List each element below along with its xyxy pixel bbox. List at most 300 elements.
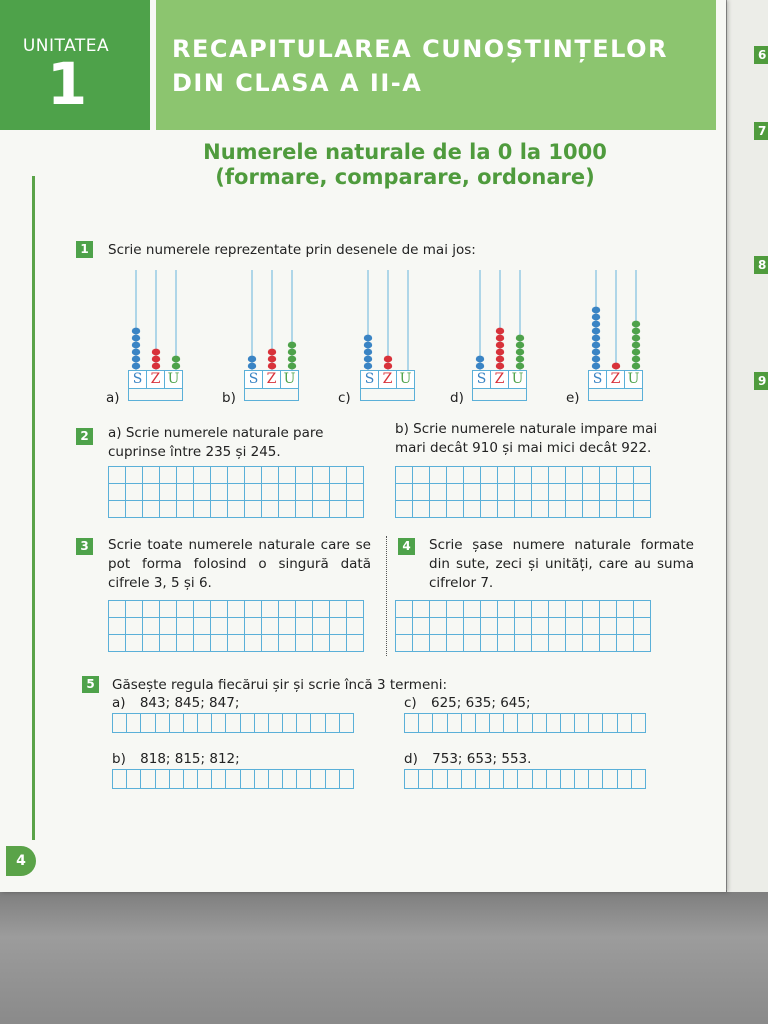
sequence-answer-strip[interactable] (404, 769, 646, 789)
grid-cell[interactable] (109, 635, 126, 652)
grid-cell[interactable] (413, 601, 430, 618)
grid-cell[interactable] (583, 618, 600, 635)
abacus-bead (496, 328, 504, 335)
grid-cell[interactable] (347, 635, 364, 652)
strip-cell[interactable] (575, 714, 589, 732)
grid-cell[interactable] (413, 467, 430, 484)
grid-cell[interactable] (262, 467, 279, 484)
abacus-answer-box[interactable] (360, 389, 415, 401)
grid-cell[interactable] (600, 601, 617, 618)
strip-cell[interactable] (533, 770, 547, 788)
grid-cell[interactable] (447, 635, 464, 652)
grid-cell[interactable] (583, 635, 600, 652)
strip-cell[interactable] (462, 770, 476, 788)
grid-cell[interactable] (600, 467, 617, 484)
strip-cell[interactable] (518, 714, 532, 732)
strip-cell[interactable] (212, 714, 226, 732)
grid-cell[interactable] (430, 601, 447, 618)
strip-cell[interactable] (490, 714, 504, 732)
abacus-answer-box[interactable] (472, 389, 527, 401)
strip-cell[interactable] (504, 770, 518, 788)
grid-cell[interactable] (566, 618, 583, 635)
strip-cell[interactable] (547, 714, 561, 732)
exercise-number-badge: 5 (82, 676, 99, 693)
grid-cell[interactable] (583, 601, 600, 618)
grid-cell[interactable] (211, 467, 228, 484)
grid-cell[interactable] (549, 484, 566, 501)
grid-cell[interactable] (430, 501, 447, 518)
grid-cell[interactable] (549, 501, 566, 518)
grid-cell[interactable] (262, 501, 279, 518)
grid-cell[interactable] (532, 467, 549, 484)
grid-cell[interactable] (126, 601, 143, 618)
grid-cell[interactable] (481, 484, 498, 501)
abacus-bead (632, 328, 640, 335)
grid-cell[interactable] (177, 467, 194, 484)
grid-cell[interactable] (396, 618, 413, 635)
strip-cell[interactable] (448, 714, 462, 732)
strip-cell[interactable] (419, 770, 433, 788)
abacus-bead (592, 328, 600, 335)
strip-cell[interactable] (518, 770, 532, 788)
grid-cell[interactable] (109, 467, 126, 484)
grid-cell[interactable] (464, 501, 481, 518)
grid-cell[interactable] (313, 501, 330, 518)
strip-cell[interactable] (226, 770, 240, 788)
grid-cell[interactable] (160, 601, 177, 618)
grid-cell[interactable] (532, 635, 549, 652)
strip-cell[interactable] (632, 714, 645, 732)
grid-cell[interactable] (245, 601, 262, 618)
abacus-bead (268, 356, 276, 363)
strip-cell[interactable] (226, 714, 240, 732)
grid-cell[interactable] (245, 618, 262, 635)
grid-cell[interactable] (194, 601, 211, 618)
strip-cell[interactable] (184, 770, 198, 788)
grid-cell[interactable] (515, 618, 532, 635)
strip-cell[interactable] (575, 770, 589, 788)
grid-cell[interactable] (126, 467, 143, 484)
grid-cell[interactable] (617, 618, 634, 635)
strip-cell[interactable] (184, 714, 198, 732)
exercise-number-badge: 1 (76, 241, 93, 258)
strip-cell[interactable] (476, 770, 490, 788)
grid-cell[interactable] (211, 484, 228, 501)
grid-cell[interactable] (549, 601, 566, 618)
grid-cell[interactable] (447, 467, 464, 484)
grid-cell[interactable] (430, 635, 447, 652)
strip-cell[interactable] (241, 770, 255, 788)
strip-cell[interactable] (297, 770, 311, 788)
grid-cell[interactable] (396, 635, 413, 652)
grid-cell[interactable] (634, 484, 651, 501)
grid-cell[interactable] (313, 601, 330, 618)
strip-cell[interactable] (448, 770, 462, 788)
grid-cell[interactable] (515, 467, 532, 484)
grid-cell[interactable] (330, 467, 347, 484)
grid-cell[interactable] (532, 618, 549, 635)
grid-cell[interactable] (177, 618, 194, 635)
grid-cell[interactable] (279, 635, 296, 652)
grid-cell[interactable] (177, 501, 194, 518)
strip-cell[interactable] (127, 770, 141, 788)
strip-cell[interactable] (433, 770, 447, 788)
strip-cell[interactable] (141, 714, 155, 732)
grid-cell[interactable] (228, 484, 245, 501)
strip-cell[interactable] (297, 714, 311, 732)
grid-cell[interactable] (617, 484, 634, 501)
grid-cell[interactable] (464, 601, 481, 618)
grid-cell[interactable] (330, 635, 347, 652)
strip-cell[interactable] (326, 714, 340, 732)
abacus-bead (496, 335, 504, 342)
strip-cell[interactable] (547, 770, 561, 788)
grid-cell[interactable] (194, 501, 211, 518)
strip-cell[interactable] (419, 714, 433, 732)
grid-cell[interactable] (228, 635, 245, 652)
strip-cell[interactable] (476, 714, 490, 732)
grid-cell[interactable] (160, 484, 177, 501)
strip-cell[interactable] (113, 770, 127, 788)
strip-cell[interactable] (326, 770, 340, 788)
grid-cell[interactable] (634, 618, 651, 635)
strip-cell[interactable] (156, 714, 170, 732)
sequence-answer-strip[interactable] (112, 769, 354, 789)
grid-cell[interactable] (160, 618, 177, 635)
grid-cell[interactable] (262, 484, 279, 501)
grid-cell[interactable] (330, 501, 347, 518)
sequence-answer-strip[interactable] (112, 713, 354, 733)
abacus-bead (632, 356, 640, 363)
strip-cell[interactable] (113, 714, 127, 732)
grid-cell[interactable] (109, 501, 126, 518)
abacus-bead (364, 342, 372, 349)
grid-cell[interactable] (413, 635, 430, 652)
abacus-answer-box[interactable] (128, 389, 183, 401)
scan-background (0, 890, 768, 1024)
grid-cell[interactable] (498, 484, 515, 501)
grid-cell[interactable] (194, 467, 211, 484)
grid-cell[interactable] (262, 601, 279, 618)
strip-cell[interactable] (618, 714, 632, 732)
grid-cell[interactable] (160, 501, 177, 518)
grid-cell[interactable] (330, 484, 347, 501)
grid-cell[interactable] (347, 467, 364, 484)
grid-cell[interactable] (464, 467, 481, 484)
grid-cell[interactable] (143, 618, 160, 635)
abacus-bead (288, 349, 296, 356)
strip-cell[interactable] (589, 714, 603, 732)
grid-cell[interactable] (447, 601, 464, 618)
grid-cell[interactable] (413, 618, 430, 635)
chapter-title-line2: DIN CLASA A II-A (172, 69, 423, 97)
grid-cell[interactable] (634, 467, 651, 484)
grid-cell[interactable] (600, 618, 617, 635)
grid-cell[interactable] (296, 501, 313, 518)
strip-cell[interactable] (311, 770, 325, 788)
grid-cell[interactable] (211, 501, 228, 518)
grid-cell[interactable] (143, 501, 160, 518)
grid-cell[interactable] (515, 635, 532, 652)
strip-cell[interactable] (490, 770, 504, 788)
grid-cell[interactable] (600, 635, 617, 652)
strip-cell[interactable] (603, 770, 617, 788)
grid-cell[interactable] (313, 618, 330, 635)
answer-grid-3[interactable] (108, 600, 364, 652)
grid-cell[interactable] (481, 501, 498, 518)
grid-cell[interactable] (481, 618, 498, 635)
grid-cell[interactable] (498, 501, 515, 518)
grid-cell[interactable] (617, 467, 634, 484)
grid-cell[interactable] (177, 484, 194, 501)
abacus-bead (516, 342, 524, 349)
abacus-bead (152, 349, 160, 356)
answer-grid-4[interactable] (395, 600, 651, 652)
grid-cell[interactable] (447, 618, 464, 635)
grid-cell[interactable] (347, 618, 364, 635)
strip-cell[interactable] (533, 714, 547, 732)
strip-cell[interactable] (283, 714, 297, 732)
page-number: 4 (6, 846, 36, 876)
grid-cell[interactable] (228, 467, 245, 484)
abacus-label: a) (106, 390, 120, 406)
strip-cell[interactable] (198, 770, 212, 788)
grid-cell[interactable] (515, 501, 532, 518)
grid-cell[interactable] (126, 484, 143, 501)
abacus-answer-box[interactable] (588, 389, 643, 401)
grid-cell[interactable] (313, 484, 330, 501)
grid-cell[interactable] (566, 467, 583, 484)
strip-cell[interactable] (170, 714, 184, 732)
grid-cell[interactable] (566, 501, 583, 518)
chapter-title (172, 32, 668, 100)
grid-cell[interactable] (262, 635, 279, 652)
grid-cell[interactable] (177, 635, 194, 652)
grid-cell[interactable] (396, 601, 413, 618)
abacus (240, 270, 310, 380)
grid-cell[interactable] (447, 484, 464, 501)
grid-cell[interactable] (583, 501, 600, 518)
abacus-bead (268, 363, 276, 370)
grid-cell[interactable] (279, 484, 296, 501)
grid-cell[interactable] (515, 484, 532, 501)
grid-cell[interactable] (245, 484, 262, 501)
grid-cell[interactable] (549, 635, 566, 652)
adjacent-page-badge: 6 (754, 46, 768, 64)
grid-cell[interactable] (245, 501, 262, 518)
strip-cell[interactable] (212, 770, 226, 788)
abacus-bead (288, 342, 296, 349)
grid-cell[interactable] (413, 501, 430, 518)
grid-cell[interactable] (481, 635, 498, 652)
abacus-bead (592, 321, 600, 328)
grid-cell[interactable] (313, 467, 330, 484)
strip-cell[interactable] (618, 770, 632, 788)
grid-cell[interactable] (617, 635, 634, 652)
grid-cell[interactable] (617, 601, 634, 618)
grid-cell[interactable] (583, 467, 600, 484)
grid-cell[interactable] (430, 484, 447, 501)
strip-cell[interactable] (255, 714, 269, 732)
grid-cell[interactable] (532, 484, 549, 501)
grid-cell[interactable] (330, 601, 347, 618)
grid-cell[interactable] (279, 467, 296, 484)
grid-cell[interactable] (634, 601, 651, 618)
strip-cell[interactable] (241, 714, 255, 732)
answer-grid-2b[interactable] (395, 466, 651, 518)
grid-cell[interactable] (464, 635, 481, 652)
strip-cell[interactable] (603, 714, 617, 732)
strip-cell[interactable] (198, 714, 212, 732)
grid-cell[interactable] (396, 467, 413, 484)
grid-cell[interactable] (228, 601, 245, 618)
grid-cell[interactable] (160, 635, 177, 652)
grid-cell[interactable] (279, 601, 296, 618)
strip-cell[interactable] (170, 770, 184, 788)
strip-cell[interactable] (561, 714, 575, 732)
grid-cell[interactable] (347, 484, 364, 501)
grid-cell[interactable] (126, 501, 143, 518)
grid-cell[interactable] (296, 635, 313, 652)
strip-cell[interactable] (311, 714, 325, 732)
abacus-bead (364, 356, 372, 363)
grid-cell[interactable] (396, 484, 413, 501)
grid-cell[interactable] (396, 501, 413, 518)
grid-cell[interactable] (566, 484, 583, 501)
strip-cell[interactable] (632, 770, 645, 788)
grid-cell[interactable] (566, 635, 583, 652)
grid-cell[interactable] (160, 467, 177, 484)
grid-cell[interactable] (498, 601, 515, 618)
grid-cell[interactable] (430, 467, 447, 484)
grid-cell[interactable] (228, 618, 245, 635)
abacus-bead (632, 363, 640, 370)
strip-cell[interactable] (340, 714, 353, 732)
strip-cell[interactable] (561, 770, 575, 788)
grid-cell[interactable] (126, 618, 143, 635)
strip-cell[interactable] (340, 770, 353, 788)
place-value-label: U (511, 371, 524, 387)
grid-cell[interactable] (549, 467, 566, 484)
grid-cell[interactable] (296, 601, 313, 618)
grid-cell[interactable] (296, 467, 313, 484)
grid-cell[interactable] (347, 601, 364, 618)
grid-cell[interactable] (583, 484, 600, 501)
grid-cell[interactable] (498, 618, 515, 635)
grid-cell[interactable] (211, 635, 228, 652)
grid-cell[interactable] (109, 618, 126, 635)
strip-cell[interactable] (255, 770, 269, 788)
strip-cell[interactable] (127, 714, 141, 732)
grid-cell[interactable] (228, 501, 245, 518)
grid-cell[interactable] (262, 618, 279, 635)
sequence-terms: 818; 815; 812; (140, 751, 240, 767)
abacus-label: c) (338, 390, 351, 406)
grid-cell[interactable] (634, 501, 651, 518)
grid-cell[interactable] (600, 501, 617, 518)
grid-cell[interactable] (481, 467, 498, 484)
abacus (584, 270, 654, 380)
strip-cell[interactable] (141, 770, 155, 788)
strip-cell[interactable] (405, 770, 419, 788)
grid-cell[interactable] (464, 484, 481, 501)
grid-cell[interactable] (143, 601, 160, 618)
abacus-bead (288, 363, 296, 370)
grid-cell[interactable] (109, 484, 126, 501)
grid-cell[interactable] (549, 618, 566, 635)
grid-cell[interactable] (211, 618, 228, 635)
grid-cell[interactable] (600, 484, 617, 501)
strip-cell[interactable] (462, 714, 476, 732)
grid-cell[interactable] (279, 618, 296, 635)
grid-cell[interactable] (347, 501, 364, 518)
grid-cell[interactable] (211, 601, 228, 618)
grid-cell[interactable] (634, 635, 651, 652)
grid-cell[interactable] (143, 467, 160, 484)
sequence-a (112, 695, 239, 711)
strip-cell[interactable] (269, 770, 283, 788)
grid-cell[interactable] (498, 635, 515, 652)
sequence-label: d) (404, 751, 418, 767)
unit-number: 1 (46, 50, 88, 118)
grid-cell[interactable] (296, 618, 313, 635)
grid-cell[interactable] (464, 618, 481, 635)
grid-cell[interactable] (279, 501, 296, 518)
strip-cell[interactable] (589, 770, 603, 788)
grid-cell[interactable] (447, 501, 464, 518)
grid-cell[interactable] (430, 618, 447, 635)
strip-cell[interactable] (433, 714, 447, 732)
strip-cell[interactable] (504, 714, 518, 732)
grid-cell[interactable] (296, 484, 313, 501)
grid-cell[interactable] (617, 501, 634, 518)
abacus-bead (592, 363, 600, 370)
grid-cell[interactable] (109, 601, 126, 618)
answer-grid-2a[interactable] (108, 466, 364, 518)
grid-cell[interactable] (194, 484, 211, 501)
abacus-bead (132, 335, 140, 342)
sequence-answer-strip[interactable] (404, 713, 646, 733)
strip-cell[interactable] (269, 714, 283, 732)
grid-cell[interactable] (413, 484, 430, 501)
grid-cell[interactable] (566, 601, 583, 618)
sequence-c (404, 695, 531, 711)
grid-cell[interactable] (532, 601, 549, 618)
grid-cell[interactable] (143, 635, 160, 652)
grid-cell[interactable] (177, 601, 194, 618)
grid-cell[interactable] (245, 635, 262, 652)
grid-cell[interactable] (481, 601, 498, 618)
grid-cell[interactable] (143, 484, 160, 501)
grid-cell[interactable] (126, 635, 143, 652)
grid-cell[interactable] (194, 635, 211, 652)
grid-cell[interactable] (330, 618, 347, 635)
abacus-bead (516, 335, 524, 342)
place-value-label: S (129, 371, 147, 388)
grid-cell[interactable] (498, 467, 515, 484)
strip-cell[interactable] (156, 770, 170, 788)
adjacent-page-badge: 9 (754, 372, 768, 390)
strip-cell[interactable] (405, 714, 419, 732)
grid-cell[interactable] (532, 501, 549, 518)
grid-cell[interactable] (245, 467, 262, 484)
grid-cell[interactable] (194, 618, 211, 635)
strip-cell[interactable] (283, 770, 297, 788)
grid-cell[interactable] (515, 601, 532, 618)
grid-cell[interactable] (313, 635, 330, 652)
column-divider (386, 536, 387, 656)
abacus-answer-box[interactable] (244, 389, 299, 401)
